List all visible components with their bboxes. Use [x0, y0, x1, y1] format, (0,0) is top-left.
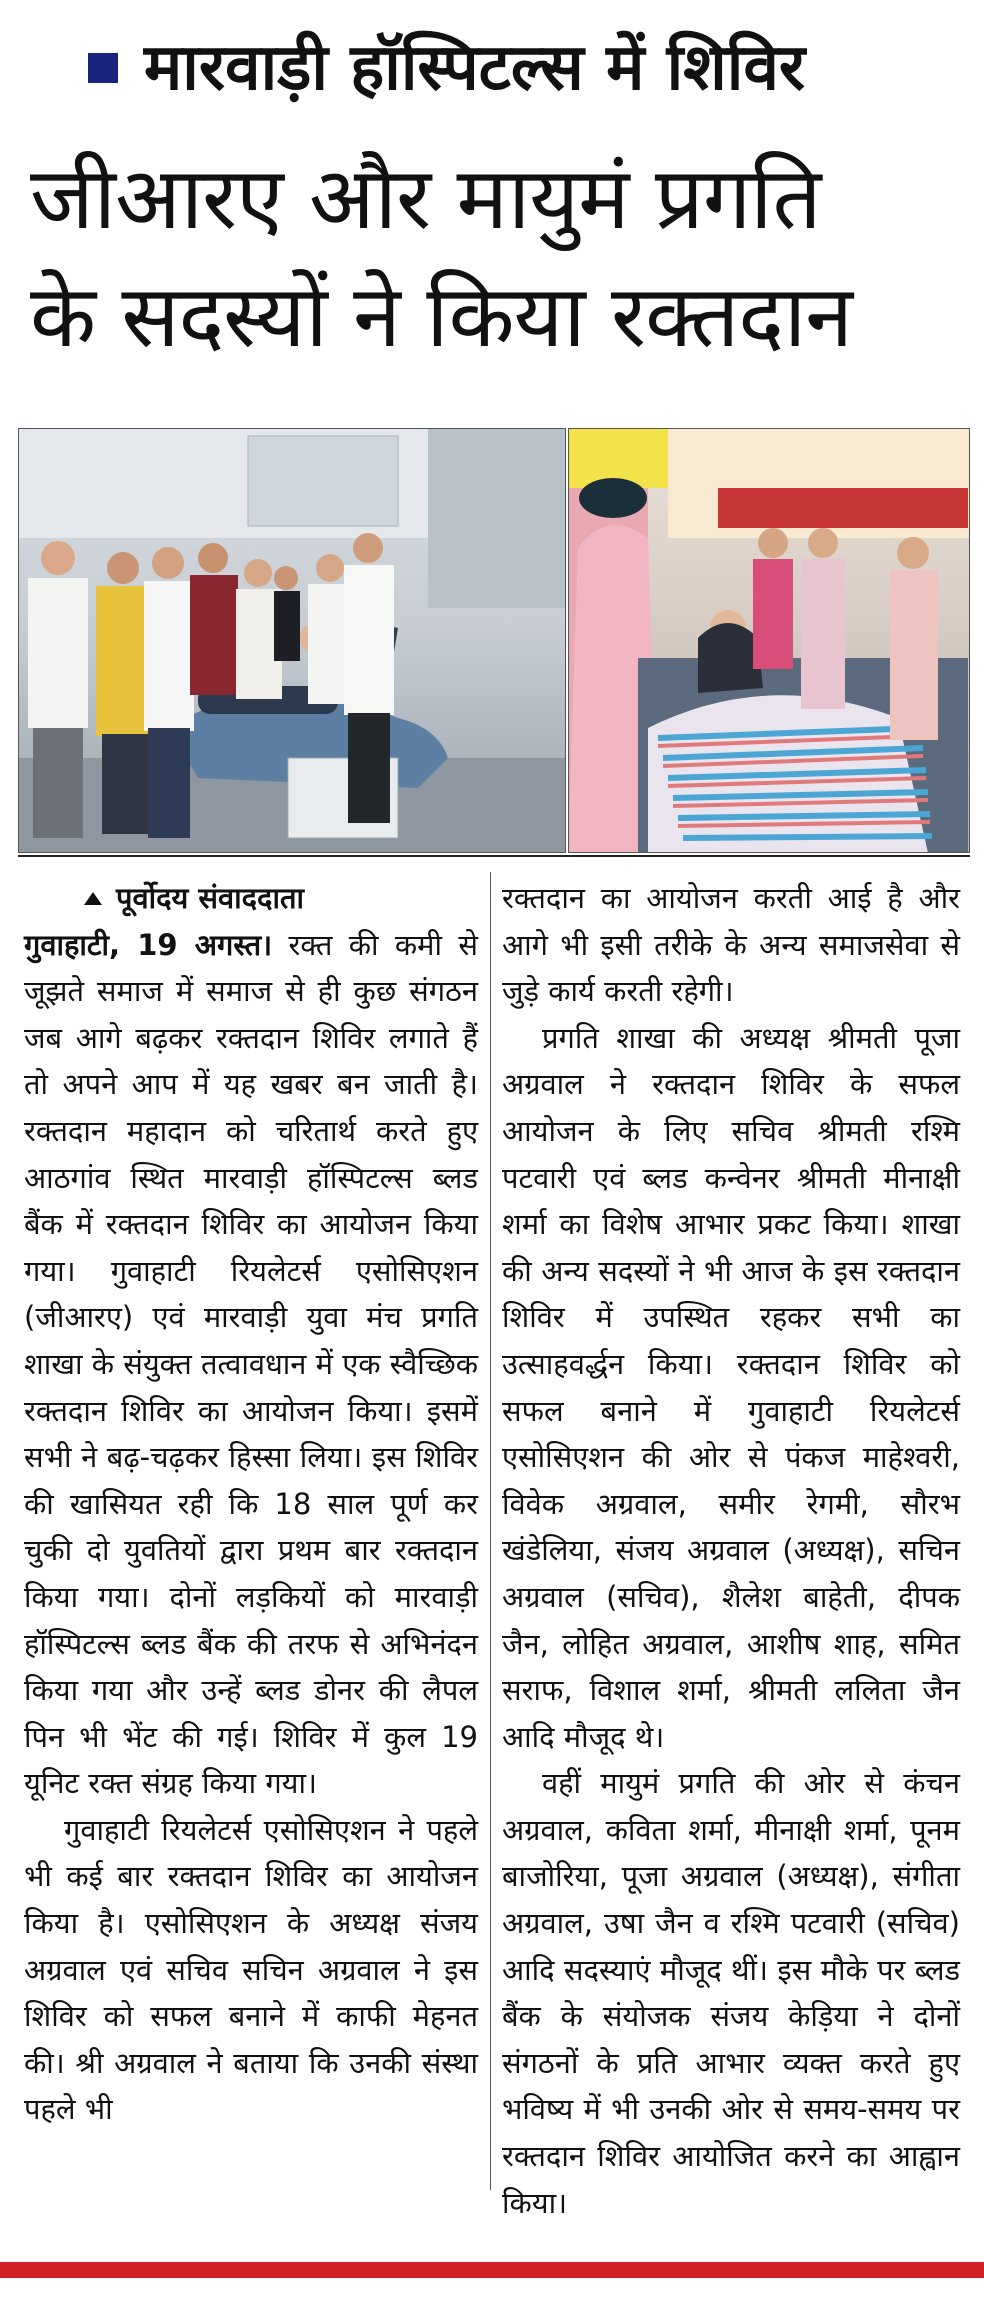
dateline: गुवाहाटी, 19 अगस्त।: [24, 927, 273, 962]
article-column-right: [502, 875, 960, 2226]
square-bullet-icon: [88, 53, 118, 83]
paragraph-1-text: रक्त की कमी से जूझते समाज में समाज से ही कुछ संगठन जब आगे बढ़कर रक्तदान शिविर लगाते हैं तो अपने आप में यह खबर बन जाती है। रक्तदान महादान को चरितार्थ करते हुए आठगांव स्थित मारवाड़ी हॉस्पिटल्स ब्लड बैंक में रक्तदान शिविर का आयोजन किया गया। गुवाहाटी रियलेटर्स एसोसिएशन (जीआरए) एवं मारवाड़ी युवा मंच प्रगति शाखा के संयुक्त तत्वावधान में एक स्वैच्छिक रक्तदान शिविर का आयोजन किया। इसमें सभी ने बढ़-चढ़कर हिस्सा लिया। इस शिविर की खासियत रही कि 18 साल पूर्ण कर चुकी दो युवतियों द्वारा प्रथम बार रक्तदान किया गया। दोनों लड़कियों को मारवाड़ी हॉस्पिटल्स ब्लड बैंक की तरफ से अभिनंदन किया गया और उन्हें ब्लड डोनर की लैपल पिन भी भेंट की गई। शिविर में कुल 19 यूनिट रक्त संग्रह किया गया।: [24, 927, 478, 1801]
paragraph-3: प्रगति शाखा की अध्यक्ष श्रीमती पूजा अग्रवाल ने रक्तदान शिविर के सफल आयोजन के लिए सचिव श्रीमती रश्मि पटवारी एवं ब्लड कन्वेनर श्रीमती मीनाक्षी शर्मा का विशेष आभार प्रकट किया। शाखा की अन्य सदस्यों ने भी आज के इस रक्तदान शिविर में उपस्थित रहकर सभी का उत्साहवर्द्धन किया। रक्तदान शिविर को सफल बनाने में गुवाहाटी रियलेटर्स एसोसिएशन की ओर से पंकज माहेश्वरी, विवेक अग्रवाल, समीर रेगमी, सौरभ खंडेलिया, संजय अग्रवाल (अध्यक्ष), सचिन अग्रवाल (सचिव), शैलेश बाहेती, दीपक जैन, लोहित अग्रवाल, आशीष शाह, समित सराफ, विशाल शर्मा, श्रीमती ललिता जैन आदि मौजूद थे।: [502, 1020, 960, 1754]
article-column-left: [24, 875, 478, 2133]
paragraph-2: गुवाहाटी रियलेटर्स एसोसिएशन ने पहले भी कई बार रक्तदान शिविर का आयोजन किया है। एसोसिएशन के अध्यक्ष संजय अग्रवाल एवं सचिव सचिन अग्रवाल ने इस शिविर को सफल बनाने में काफी मेहनत की। श्री अग्रवाल ने बताया कि उनकी संस्था पहले भी: [24, 1812, 478, 2127]
kicker-text: मारवाड़ी हॉस्पिटल्स में शिविर: [144, 31, 806, 105]
photo-divider: [18, 855, 970, 857]
headline-line-1: जीआरए और मायुमं प्रगति: [30, 149, 821, 249]
headline-line-2: के सदस्यों ने किया रक्तदान: [30, 267, 852, 367]
bottom-red-bar: [0, 2262, 984, 2278]
paragraph-4: वहीं मायुमं प्रगति की ओर से कंचन अग्रवाल, कविता शर्मा, मीनाक्षी शर्मा, पूनम बाजोरिया, पूजा अग्रवाल (अध्यक्ष), संगीता अग्रवाल, उषा जैन व रश्मि पटवारी (सचिव) आदि सदस्याएं मौजूद थीं। इस मौके पर ब्लड बैंक के संयोजक संजय केड़िया ने दोनों संगठनों के प्रति आभार व्यक्त करते हुए भविष्य में भी उनकी ओर से समय-समय पर रक्तदान शिविर आयोजित करने का आह्वान किया।: [502, 1766, 960, 2220]
column-rule: [490, 872, 491, 2190]
photo-blood-donors-group: [18, 428, 566, 853]
paragraph-2-continued: रक्तदान का आयोजन करती आई है और आगे भी इसी तरीके के अन्य समाजसेवा से जुड़े कार्य करती रहेगी।: [502, 881, 960, 1009]
byline: [24, 875, 478, 922]
byline-text: पूर्वोदय संवाददाता: [116, 881, 305, 915]
triangle-icon: [84, 892, 102, 905]
kicker: [88, 28, 968, 108]
headline: [30, 140, 960, 376]
paragraph-1: [24, 922, 478, 1807]
photo-female-donor: [568, 428, 970, 853]
